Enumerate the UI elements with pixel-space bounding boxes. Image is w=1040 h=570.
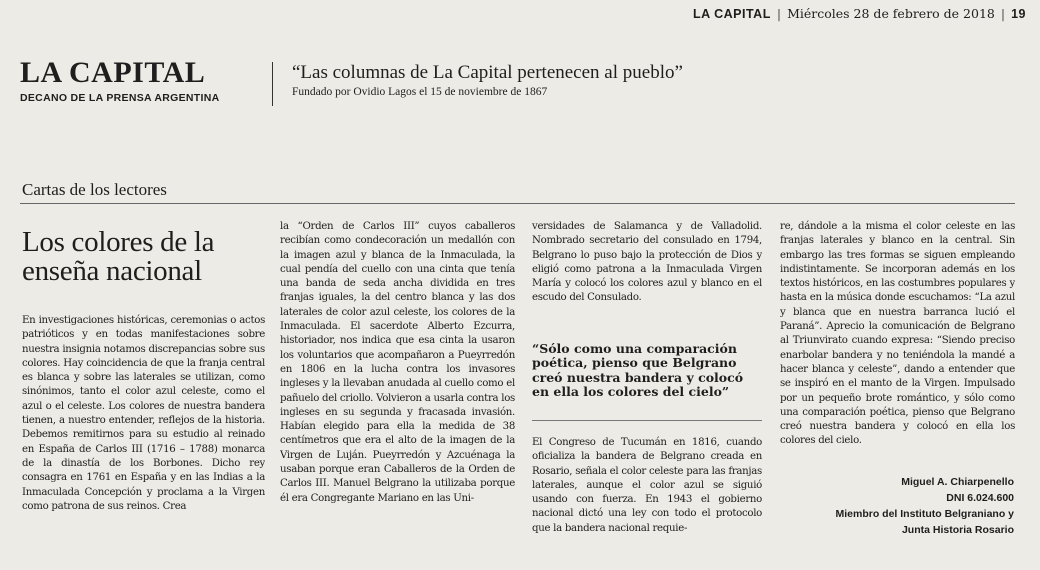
article-column-3-bottom bbox=[532, 436, 762, 570]
section-title: Cartas de los lectores bbox=[22, 180, 167, 199]
author-affiliation-2: Junta Historia Rosario bbox=[901, 524, 1014, 536]
pull-quote-divider bbox=[532, 420, 762, 421]
column-1-text: En investigaciones históricas, ceremonias o actos patrióticos y en todas manifestaciones sobre nuestra insignia notamos discrepancias sobre sus colores. Hay coincidencia de que la franja central es blanca y sobre las laterales se utilizan, como sinónimos, tanto el color azul celeste, como el azul o el celeste. Los colores de nuestra bandera tienen, a nuestro entender, reflejos de la historia. Debemos remitirnos para su estudio al reinado en España de Carlos III (1716 – 1788) monarca de la dinastía de los Borbones. Dicho rey consagra en 1761 en España y en las Indias a la Inmaculada Concepción y proclama a la Virgen como patrona de sus reinos. Crea bbox=[22, 315, 265, 512]
article-column-2 bbox=[280, 220, 515, 570]
folio-page-number: 19 bbox=[1011, 7, 1026, 21]
pull-quote: “Sólo como una comparación poética, pienso que Belgrano creó nuestra bandera y colocó en ella los colores del cielo” bbox=[532, 341, 744, 400]
article-column-3-top bbox=[532, 220, 762, 310]
page-folio: LA CAPITAL | Miércoles 28 de febrero de 2018 | 19 bbox=[692, 6, 1026, 21]
column-3-top-text: versidades de Salamanca y de Valladolid. Nombrado secretario del consulado en 1794, Belgrano lo puso bajo la protección de Dios y eligió como patrona a la Inmaculada Virgen María y colocó los colores azul y blanco en el escudo del Consulado. bbox=[532, 221, 762, 304]
masthead-divider bbox=[272, 62, 273, 106]
newspaper-tagline: DECANO DE LA PRENSA ARGENTINA bbox=[20, 92, 220, 104]
author-affiliation-1: Miembro del Instituto Belgraniano y bbox=[835, 508, 1014, 520]
section-divider bbox=[20, 203, 1015, 204]
folio-date: Miércoles 28 de febrero de 2018 bbox=[787, 6, 995, 21]
article-column-4 bbox=[780, 220, 1015, 470]
author-dni: DNI 6.024.600 bbox=[946, 492, 1014, 504]
column-4-text: re, dándole a la misma el color celeste en las franjas laterales y blanco en la central. Sin embargo las tres formas se siguen empleando indistintamente. Se incorporan además en los textos históricos, en las costumbres populares y hasta en la música donde escuchamos: “La azul y blanca que en nuestra barranca lució el Paraná”. Aprecio la comunicación de Belgrano al Triunvirato cuando expresa: “Siendo preciso enarbolar bandera y no teniéndola la mandé a hacer blanca y celeste”, dando a entender que se inspiró en el manto de la Virgen. Impulsado por un pequeño brote romántico, y sólo como una comparación poética, pienso que Belgrano creó nuestra bandera y colocó en ella los colores del cielo. bbox=[780, 221, 1015, 447]
newspaper-motto: “Las columnas de La Capital pertenecen al pueblo” bbox=[292, 62, 683, 83]
founding-note: Fundado por Ovidio Lagos el 15 de noviembre de 1867 bbox=[292, 86, 548, 98]
column-2-text: la “Orden de Carlos III” cuyos caballeros recibían como condecoración un medallón con la imagen azul y blanca de la Inmaculada, la cual pendía del cuello con una cinta que tenía una banda de seda ancha dividida en tres franjas iguales, la del centro blanca y las dos laterales de color azul celeste, los colores de la Inmaculada. El sacerdote Alberto Ezcurra, historiador, nos indica que esa cinta la usaron los voluntarios que acompañaron a Pueyrredón en 1806 en la lucha contra los invasores ingleses y la llevaban anudada al cuello como el pañuelo del criollo. Volvieron a usarla contra los ingleses en su segunda y fracasada invasión. Habían elegido para ella la medida de 38 centímetros que era el alto de la imagen de la Virgen de Luján. Pueyrredón y Azcuénaga la usaban porque eran Caballeros de la Orden de Carlos III. Manuel Belgrano la utilizaba porque él era Congregante Mariano en las Uni- bbox=[280, 221, 515, 504]
newspaper-logo: LA CAPITAL bbox=[20, 56, 206, 89]
author-name: Miguel A. Chiarpenello bbox=[901, 476, 1014, 488]
folio-paper-name: LA CAPITAL bbox=[692, 7, 771, 21]
column-3-bottom-text: El Congreso de Tucumán en 1816, cuando oficializa la bandera de Belgrano creada en Rosario, señala el color celeste para las franjas laterales, aunque el color azul se siguió usando con fuerza. En 1943 el gobierno nacional dictó una ley con todo el protocolo que la bandera nacional requie- bbox=[532, 437, 762, 534]
article-headline: Los colores de la enseña nacional bbox=[22, 226, 215, 287]
article-column-1 bbox=[22, 314, 265, 570]
